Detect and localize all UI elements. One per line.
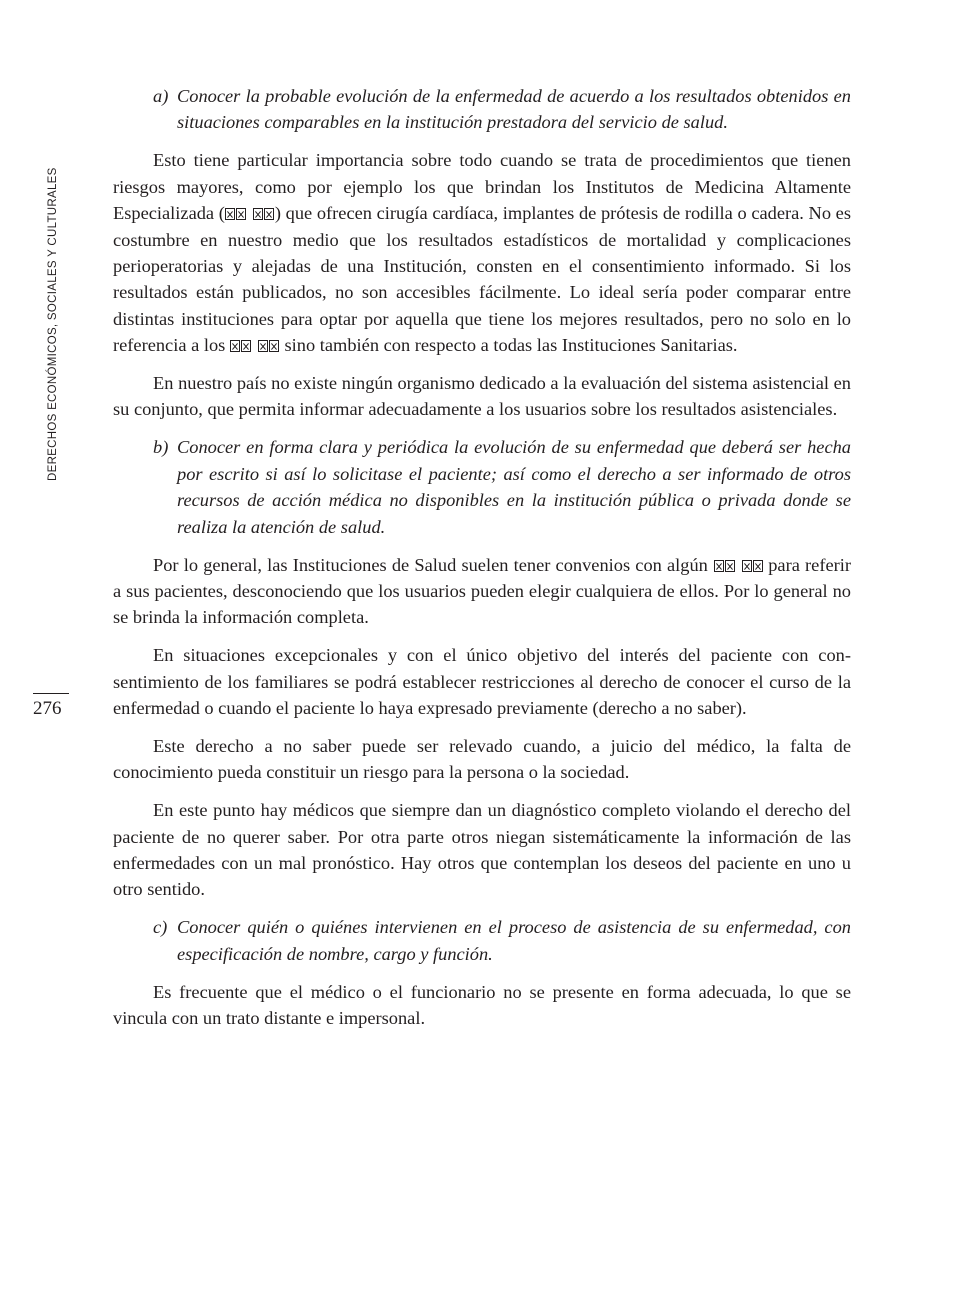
missing-glyph-icon (230, 340, 240, 352)
missing-glyph-icon (725, 560, 735, 572)
list-item-text: Conocer quién o quiénes intervienen en el proceso de asistencia de su enfermedad, con especificación de nombre, cargo y función. (177, 917, 851, 964)
paragraph-text: Esto tiene particular importancia sobre todo cuando se trata de procedimientos que tienen riesgos mayores, como por ejemplo los que brindan los Institutos de Medicina Altamente Especializada ( (113, 150, 851, 224)
missing-glyph-icon (253, 208, 263, 220)
missing-glyph-icon (742, 560, 752, 572)
paragraph-text: ) que ofrecen cirugía cardíaca, implantes de prótesis de rodilla o cadera. No es costumbre en nuestro medio que los resultados estadísticos de mortalidad y complicaciones perioperatorias y alejadas de una Institución, consten en el consentimiento informado. Si los resultados están publicados, no son accesibles fácilmente. Lo ideal sería poder comparar entre distintas instituciones para optar por aquella que tiene los mejores resultados, pero no solo en lo referencia a los (113, 203, 851, 356)
missing-glyph-icon (241, 340, 251, 352)
list-marker: c) (153, 917, 168, 938)
paragraph-text: Por lo general, las Instituciones de Salud suelen tener convenios con algún (153, 554, 714, 575)
missing-glyph-icon (236, 208, 246, 220)
missing-glyph-icon (714, 560, 724, 572)
paragraph: Este derecho a no saber puede ser relevado cuando, a juicio del médico, la falta de conocimiento pueda constituir un riesgo para la persona o la sociedad. (113, 735, 851, 783)
paragraph: En nuestro país no existe ningún organismo dedicado a la evaluación del sistema asistencial en su conjunto, que permita informar adecuadamente a los usuarios sobre los resultados asistenciales. (113, 373, 851, 420)
paragraph: Es frecuente que el médico o el funcionario no se presente en forma adecuada, lo que se vincula con un trato distante e impersonal. (113, 981, 851, 1029)
paragraph (113, 552, 851, 631)
list-item-text: Conocer en forma clara y periódica la evolución de su enfermedad que deberá ser hecha por escrito si así lo solicitase el paciente; así como el derecho a ser informado de otros recursos de acción médica no disponibles en la institución pública o privada donde se realiza la atención de salud. (177, 437, 851, 537)
paragraph: En este punto hay médicos que siempre dan un diagnóstico completo violando el derecho del paciente de no querer saber. Por otra parte otros niegan sistemáticamente la información de las enfermedades con un mal pronóstico. Hay otros que contemplan los deseos del paciente en uno u otro sentido. (113, 800, 851, 900)
page-body (113, 83, 851, 1043)
missing-glyph-icon (264, 208, 274, 220)
missing-glyph-icon (258, 340, 268, 352)
paragraph-text: sino también con respecto a todas las Instituciones Sanitarias. (279, 335, 738, 356)
page-number: 276 (33, 693, 69, 720)
paragraph-text: para referir a sus pacientes, desconociendo que los usuarios pueden elegir cualquiera de ellos. Por lo general no se brinda la información completa. (113, 554, 851, 628)
list-item-text: Conocer la probable evolución de la enfermedad de acuerdo a los resultados obtenidos en situaciones comparables en la institución prestadora del servicio de salud. (177, 86, 851, 133)
list-item-b (153, 434, 851, 540)
missing-glyph-icon (225, 208, 235, 220)
missing-glyph-icon (269, 340, 279, 352)
list-marker: a) (153, 86, 169, 106)
list-marker: b) (153, 437, 169, 458)
running-head: DERECHOS ECONÓMICOS, SOCIALES Y CULTURALES (47, 167, 59, 481)
paragraph: En situaciones excepcionales y con el único objetivo del interés del paciente con consentimiento de los familiares se podrá establecer restricciones al derecho de conocer el curso de la enfermedad o cuando el paciente lo haya expresado previamente (derecho a no saber). (113, 645, 851, 719)
missing-glyph-icon (753, 560, 763, 572)
paragraph (113, 147, 851, 358)
list-item-a (153, 83, 851, 136)
list-item-c (153, 914, 851, 967)
